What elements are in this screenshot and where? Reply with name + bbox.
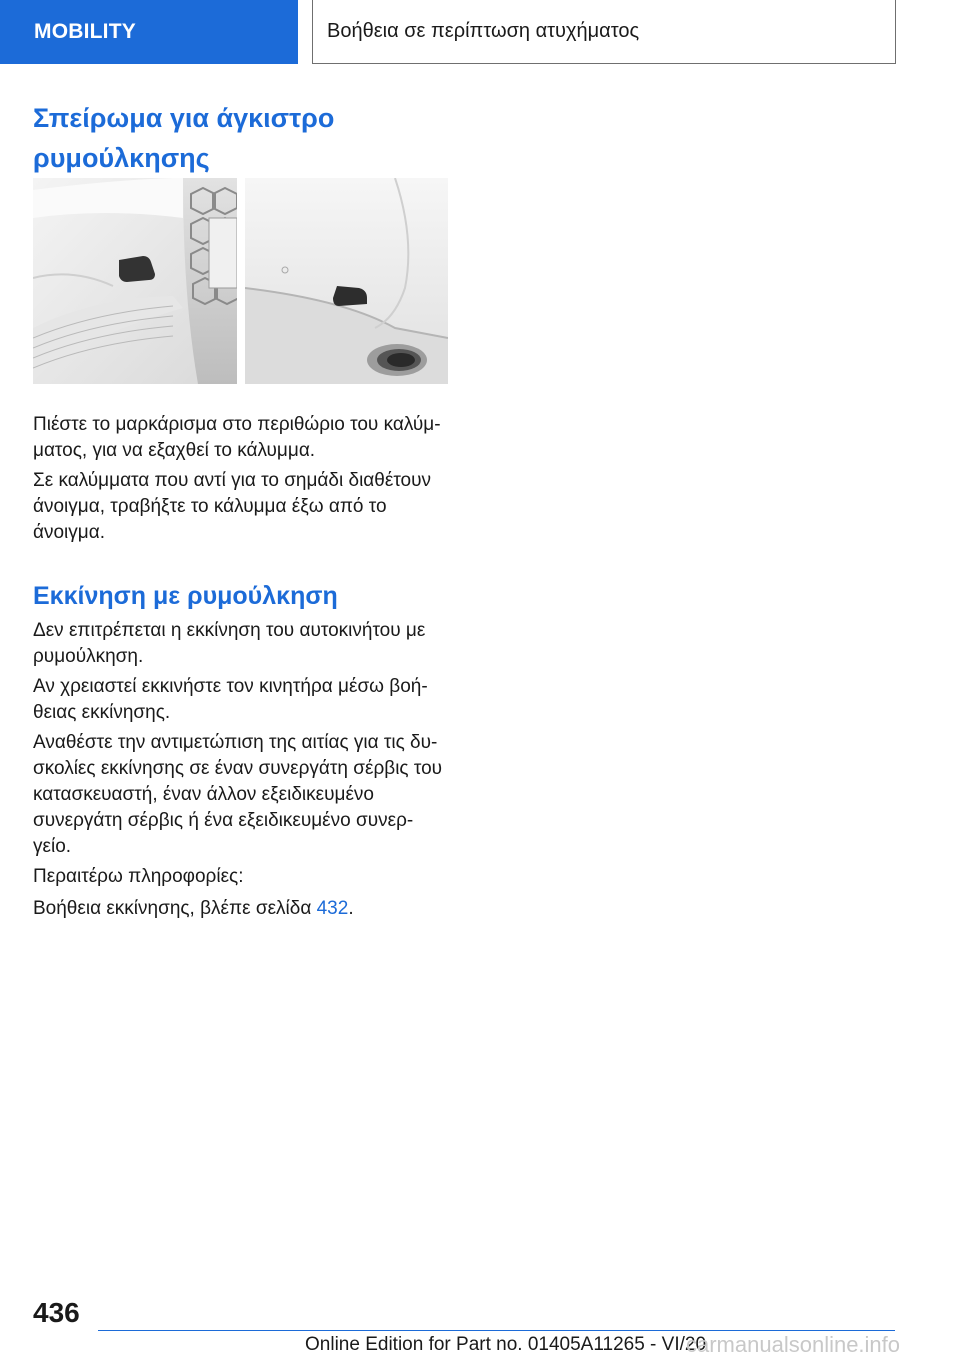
heading-tow-hook-thread: [33, 98, 453, 178]
jump-start-advice: Αν χρειαστεί εκκινήστε τον κινητήρα μέσω βοή-θειας εκκίνησης.: [33, 676, 428, 723]
instruction-pull-cover: Σε καλύμματα που αντί για το σημάδι διαθέτουν άνοιγμα, τραβήξτε το κάλυμμα έξω από το άνοιγμα.: [33, 470, 432, 543]
section-tab: MOBILITY: [0, 0, 298, 64]
tow-start-warning: Δεν επιτρέπεται η εκκίνηση του αυτοκινήτου με ρυμούλκηση.: [33, 620, 426, 667]
watermark: carmanualsonline.info: [686, 1332, 901, 1357]
edition-info: Online Edition for Part no. 01405A11265 - VI/20: [305, 1334, 707, 1355]
footer-rule: [98, 1330, 895, 1331]
chapter-title: Βοήθεια σε περίπτωση ατυχήματος: [312, 0, 896, 64]
reference-end: .: [348, 898, 354, 919]
instruction-press-mark: Πιέστε το μαρκάρισμα στο περιθώριο του καλύμ-ματος, για να εξαχθεί το κάλυμμα.: [33, 414, 441, 461]
rear-bumper-photo: [245, 178, 448, 384]
page-link-432[interactable]: 432: [316, 898, 349, 919]
reference-text: Βοήθεια εκκίνησης, βλέπε σελίδα: [33, 898, 317, 919]
heading-line-1: Σπείρωμα για άγκιστρο: [33, 103, 335, 133]
service-advice: Αναθέστε την αντιμετώπιση της αιτίας για τις δυ-σκολίες εκκίνησης σε έναν συνεργάτη σέρβις του κατασκευαστή, έναν άλλον εξειδικευμένο συνεργάτη σέρβις ή ένα εξειδικευμένο συνερ-γείο.: [33, 732, 443, 857]
jump-start-reference: [33, 896, 451, 922]
front-bumper-photo: [33, 178, 237, 384]
page-number: 436: [33, 1297, 80, 1328]
heading-line-2: ρυμούλκησης: [33, 143, 210, 173]
heading-tow-start: Εκκίνηση με ρυμούλκηση: [33, 582, 338, 610]
more-info-label: Περαιτέρω πληροφορίες:: [33, 866, 244, 887]
